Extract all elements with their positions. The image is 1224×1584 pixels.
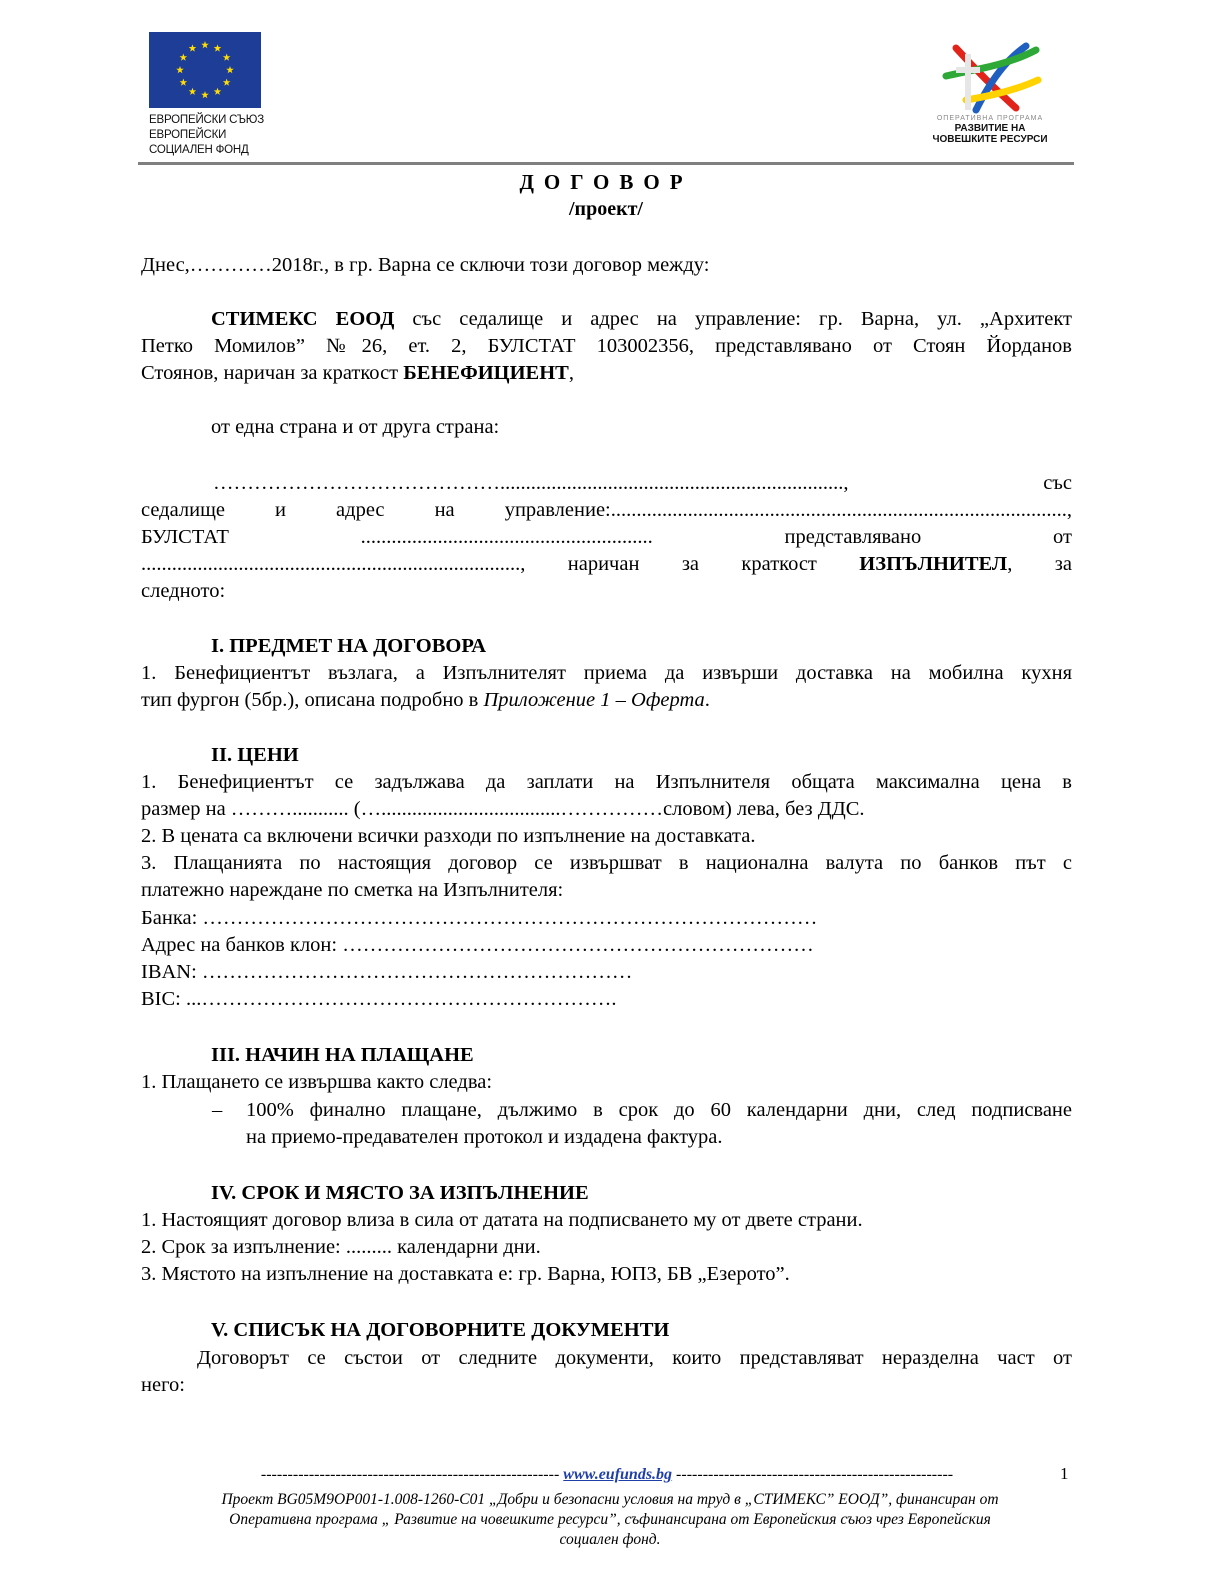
eu-star-icon	[201, 41, 209, 48]
footer-line: Оперативна програма „ Развитие на човешките ресурси”, съфинансирана от Европейския съюз чрез Европейския	[229, 1511, 991, 1528]
contractor-text: краткост	[741, 553, 817, 575]
contractor-text: за	[681, 553, 700, 575]
bulstat-blank: .........................................................	[360, 526, 653, 548]
op-caption-line: РАЗВИТИЕ НА	[954, 123, 1026, 134]
beneficiary-line-3	[141, 360, 574, 387]
eu-logo-caption	[149, 113, 264, 158]
beneficiary-text: Стоянов, наричан за краткост	[141, 362, 404, 384]
section-paragraph	[141, 687, 710, 714]
eu-caption-line: СОЦИАЛЕН ФОНД	[149, 144, 249, 156]
bullet-item: 100% финално плащане, дължимо в срок до 60 календарни дни, след подписване	[246, 1099, 1072, 1121]
contractor-line-4	[141, 551, 1072, 578]
paragraph-text: тип фургон (5бр.), описана подробно в	[141, 689, 484, 711]
contractor-name-blank: ……………………………………...................................................................,	[213, 472, 849, 494]
eu-star-icon	[223, 54, 231, 61]
contractor-text: със	[1043, 472, 1072, 494]
eu-star-icon	[223, 79, 231, 86]
footer-dashes: --------------------------------------------------------	[260, 1466, 564, 1483]
contractor-role: ИЗПЪЛНИТЕЛ	[859, 553, 1008, 575]
section-paragraph: 1. Плащането се извършва както следва:	[141, 1071, 493, 1093]
contractor-text: наричан	[567, 553, 640, 575]
section-paragraph: платежно нареждане по сметка на Изпълнителя:	[141, 879, 564, 901]
section-paragraph: 3. Плащанията по настоящия договор се извършват в национална валута по банков път с	[141, 852, 1072, 874]
contractor-line-2: седалище и адрес на управление:.........................................................................................,	[141, 499, 1072, 521]
contractor-text: за	[1054, 553, 1072, 575]
eufunds-link[interactable]: www.eufunds.bg	[563, 1466, 673, 1483]
eu-star-icon	[180, 54, 188, 61]
paragraph-text: .	[704, 689, 710, 711]
beneficiary-line-2: Петко Момилов” №26, ет. 2, БУЛСТАТ 103002356, представлявано от Стоян Йорданов	[141, 335, 1072, 357]
eu-flag-icon	[149, 32, 261, 108]
document-title: ДОГОВОР	[519, 170, 693, 194]
op-logo-caption	[920, 114, 1060, 145]
section-paragraph: 1. Бенефициентът възлага, а Изпълнителят приема да извърши доставка на мобилна кухня	[141, 662, 1072, 684]
beneficiary-text: ,	[568, 362, 574, 384]
section-title: ІІІ. НАЧИН НА ПЛАЩАНЕ	[211, 1044, 474, 1066]
eu-star-icon	[176, 66, 184, 73]
section-paragraph: размер на ………........... (…...................................……………словом) лева, без ДДС.	[141, 798, 865, 820]
document-subtitle: /проект/	[569, 198, 643, 220]
eu-star-icon	[201, 91, 209, 98]
bullet-dash: –	[212, 1099, 223, 1121]
contractor-line-1	[141, 470, 1072, 497]
intro-line: Днес,…………2018г., в гр. Варна се сключи този договор между:	[141, 254, 710, 276]
footer-link-line	[243, 1466, 971, 1484]
section-title: IV. СРОК И МЯСТО ЗА ИЗПЪЛНЕНИЕ	[211, 1182, 589, 1204]
operational-programme-logo-icon	[936, 40, 1046, 114]
bank-address-field: Адрес на банков клон: ……………………………………………………………	[141, 934, 814, 956]
footer-project-text	[150, 1490, 1070, 1550]
contractor-text: БУЛСТАТ	[141, 526, 229, 548]
contractor-text: представлявано	[784, 526, 922, 548]
eu-star-icon	[214, 88, 222, 95]
beneficiary-role: БЕНЕФИЦИЕНТ	[403, 362, 569, 384]
between-line: от една страна и от друга страна:	[211, 416, 500, 438]
section-title: І. ПРЕДМЕТ НА ДОГОВОРА	[211, 635, 487, 657]
footer-line: Проект BG05M9OP001-1.008-1260-C01 „Добри и безопасни условия на труд в „СТИМЕКС” ЕООД”, финансиран от	[221, 1491, 999, 1508]
section-paragraph: Договорът се състои от следните документи, които представляват неразделна част от	[197, 1347, 1072, 1369]
section-paragraph: 1. Настоящият договор влиза в сила от датата на подписването му от двете страни.	[141, 1209, 863, 1231]
op-caption-line: ЧОВЕШКИТЕ РЕСУРСИ	[932, 134, 1048, 145]
contractor-text: от	[1053, 526, 1072, 548]
bullet-item: на приемо-предавателен протокол и издадена фактура.	[246, 1126, 723, 1148]
eu-star-icon	[180, 79, 188, 86]
section-paragraph: 2. В цената са включени всички разходи по изпълнение на доставката.	[141, 825, 756, 847]
eu-star-icon	[226, 66, 234, 73]
beneficiary-text: със седалище и адрес на управление: гр. Варна, ул. „Архитект	[394, 308, 1072, 330]
header-divider	[138, 162, 1074, 165]
section-paragraph: 2. Срок за изпълнение: ......... календарни дни.	[141, 1236, 541, 1258]
section-title: ІІ. ЦЕНИ	[211, 744, 299, 766]
beneficiary-name: СТИМЕКС ЕООД	[211, 308, 395, 330]
section-title: V. СПИСЪК НА ДОГОВОРНИТЕ ДОКУМЕНТИ	[211, 1319, 670, 1341]
eu-star-icon	[189, 88, 197, 95]
representative-blank: ..........................................................................,	[141, 553, 526, 575]
iban-field: IBAN: ………………………………………………………	[141, 961, 633, 983]
eu-caption-line: ЕВРОПЕЙСКИ	[149, 129, 227, 141]
contractor-line-3	[141, 524, 1072, 551]
contractor-text: ,	[1007, 553, 1013, 575]
attachment-reference: Приложение 1 – Оферта	[483, 689, 705, 711]
section-paragraph: него:	[141, 1374, 185, 1396]
eu-star-icon	[189, 44, 197, 51]
eu-caption-line: ЕВРОПЕЙСКИ СЪЮЗ	[149, 114, 264, 126]
bank-field: Банка: ………………………………………………………………………………	[141, 907, 818, 929]
section-paragraph: 3. Мястото на изпълнение на доставката е: гр. Варна, ЮПЗ, БВ „Езерото”.	[141, 1263, 790, 1285]
op-caption-small: ОПЕРАТИВНА ПРОГРАМА	[936, 115, 1044, 122]
section-paragraph: 1. Бенефициентът се задължава да заплати на Изпълнителя общата максимална цена в	[141, 771, 1072, 793]
footer-dashes: ----------------------------------------------------	[672, 1466, 954, 1483]
footer-line: социален фонд.	[559, 1531, 661, 1548]
contractor-line-5: следното:	[141, 580, 226, 602]
page-number: 1	[1060, 1464, 1069, 1483]
eu-star-icon	[214, 44, 222, 51]
bic-field: BIC: ...…………………………………………………….	[141, 988, 617, 1010]
beneficiary-line-1	[141, 306, 1072, 333]
